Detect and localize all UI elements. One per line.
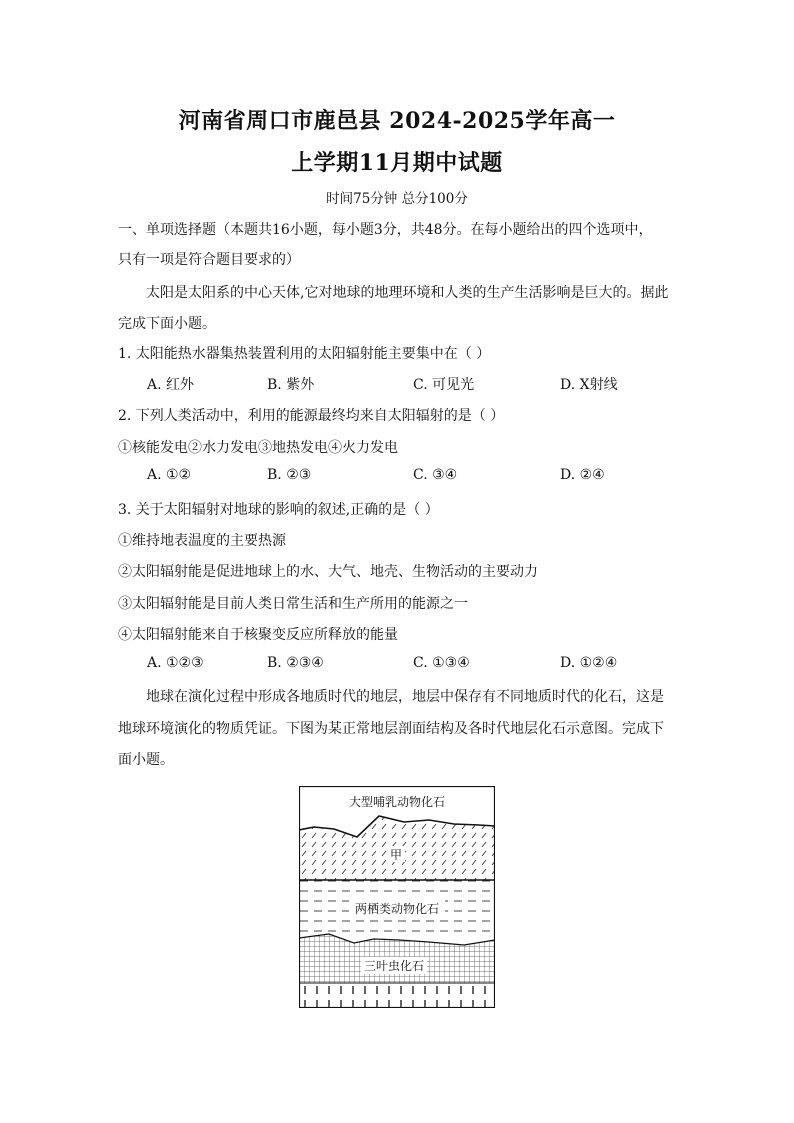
label-large-mammal-fossil: 大型哺乳动物化石	[348, 795, 446, 809]
passage1-line2: 完成下面小题。	[118, 316, 216, 332]
bottom-stratum	[299, 983, 495, 1008]
page-subtitle-title: 上学期11月期中试题	[291, 150, 503, 176]
label-jia: 甲	[389, 848, 403, 862]
page-title: 河南省周口市鹿邑县 2024-2025学年高一	[178, 108, 616, 134]
q1-option-d: D. X射线	[560, 377, 618, 393]
q2-option-c: C. ③④	[413, 467, 458, 483]
q1-option-b: B. 紫外	[267, 377, 315, 393]
q2-option-b: B. ②③	[267, 467, 312, 483]
question-1-stem: 1. 太阳能热水器集热装置利用的太阳辐射能主要集中在（ ）	[118, 346, 491, 362]
question-3-stem: 3. 关于太阳辐射对地球的影响的叙述,正确的是（ ）	[118, 502, 439, 518]
passage2-line2: 地球环境演化的物质凭证。下图为某正常地层剖面结构及各时代地层化石示意图。完成下	[118, 721, 664, 737]
passage2-line1: 地球在演化过程中形成各地质时代的地层，地层中保存有不同地质时代的化石，这是	[146, 689, 664, 705]
q3-option-c: C. ①③④	[413, 655, 470, 671]
label-amphibian-fossil: 两栖类动物化石	[354, 902, 440, 916]
q3-statement-1: ①维持地表温度的主要热源	[118, 533, 286, 549]
passage1-line1: 太阳是太阳系的中心天体,它对地球的地理环境和人类的生产生活影响是巨大的。据此	[146, 285, 669, 301]
q1-option-c: C. 可见光	[413, 377, 475, 393]
q2-option-d: D. ②④	[560, 467, 605, 483]
q2-statement: ①核能发电②水力发电③地热发电④火力发电	[118, 440, 398, 456]
q3-option-d: D. ①②④	[560, 655, 618, 671]
section-heading-line1: 一、单项选择题（本题共16小题，每小题3分，共48分。在每小题给出的四个选项中，	[118, 222, 653, 238]
exam-time-score: 时间75分钟 总分100分	[326, 191, 468, 207]
section-heading-line2: 只有一项是符合题目要求的）	[118, 252, 300, 268]
q3-statement-2: ②太阳辐射能是促进地球上的水、大气、地壳、生物活动的主要动力	[118, 564, 538, 580]
q3-option-a: A. ①②③	[147, 655, 204, 671]
passage2-line3: 面小题。	[118, 752, 174, 768]
q1-option-a: A. 红外	[147, 377, 195, 393]
question-2-stem: 2. 下列人类活动中，利用的能源最终均来自太阳辐射的是（ ）	[118, 408, 505, 424]
q3-statement-3: ③太阳辐射能是目前人类日常生活和生产所用的能源之一	[118, 596, 468, 612]
strata-profile-diagram	[299, 786, 495, 1008]
q2-option-a: A. ①②	[147, 467, 192, 483]
q3-option-b: B. ②③④	[267, 655, 324, 671]
q3-statement-4: ④太阳辐射能来自于核聚变反应所释放的能量	[118, 627, 398, 643]
label-trilobite-fossil: 三叶虫化石	[363, 959, 425, 973]
